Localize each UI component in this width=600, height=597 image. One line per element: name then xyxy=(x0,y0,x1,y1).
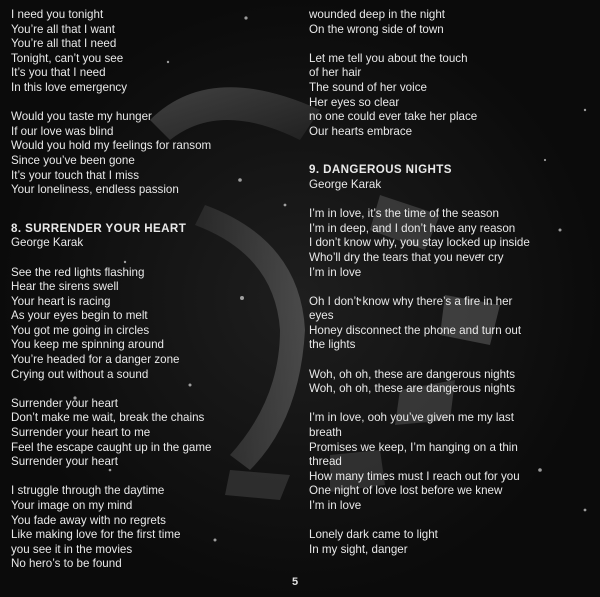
lyric-line: Tonight, can’t you see xyxy=(11,51,124,65)
lyric-line: On the wrong side of town xyxy=(309,22,444,36)
lyric-line: Your loneliness, endless passion xyxy=(11,183,179,197)
lyric-line: Who’ll dry the tears that you never cry xyxy=(309,250,504,264)
lyric-line: you see it in the movies xyxy=(11,542,133,556)
song-9-verse-1 xyxy=(309,207,594,280)
lyric-line: Like making love for the first time xyxy=(11,528,181,542)
lyric-line: It’s your touch that I miss xyxy=(11,168,140,182)
lyric-line: wounded deep in the night xyxy=(309,8,446,21)
song-9-verse-2 xyxy=(309,295,594,353)
lyric-line: I struggle through the daytime xyxy=(11,484,165,498)
song-title: 9. DANGEROUS NIGHTS xyxy=(309,163,452,177)
lyric-line: Her eyes so clear xyxy=(309,95,400,109)
left-verse-1 xyxy=(11,8,296,96)
lyric-line: Surrender your heart xyxy=(11,396,118,410)
left-verse-2 xyxy=(11,110,296,198)
right-verse-1 xyxy=(309,8,594,37)
lyric-line: breath xyxy=(309,426,342,440)
lyric-line: I’m in love xyxy=(309,265,362,279)
song-9-chorus xyxy=(309,368,594,397)
lyric-line: Oh I don’t know why there’s a fire in her xyxy=(309,294,513,308)
lyric-line: Crying out without a sound xyxy=(11,367,149,381)
lyric-line: Honey disconnect the phone and turn out xyxy=(309,323,522,337)
lyric-line: Promises we keep, I’m hanging on a thin xyxy=(309,440,518,454)
lyric-line: Our hearts embrace xyxy=(309,124,413,138)
lyric-line: I need you tonight xyxy=(11,8,104,21)
lyric-line: Woh, oh oh, these are dangerous nights xyxy=(309,382,516,396)
song-author: George Karak xyxy=(309,177,382,191)
lyric-line: the lights xyxy=(309,338,356,352)
song-9-verse-4 xyxy=(309,528,594,557)
lyric-line: Don’t make me wait, break the chains xyxy=(11,411,205,425)
lyric-line: Since you’ve been gone xyxy=(11,153,135,167)
lyric-line: Lonely dark came to light xyxy=(309,528,438,542)
lyric-line: You fade away with no regrets xyxy=(11,513,166,527)
lyric-line: Surrender your heart to me xyxy=(11,426,151,440)
song-9-verse-3 xyxy=(309,411,594,513)
lyric-line: Let me tell you about the touch xyxy=(309,51,468,65)
lyric-line: Your image on my mind xyxy=(11,499,133,512)
song-title: 8. SURRENDER YOUR HEART xyxy=(11,221,187,235)
page-number: 5 xyxy=(292,576,299,588)
song-8-verse-1 xyxy=(11,266,296,383)
left-column xyxy=(11,8,296,572)
lyric-line: no one could ever take her place xyxy=(309,110,478,124)
lyric-line: If our love was blind xyxy=(11,124,114,138)
lyric-line: Feel the escape caught up in the game xyxy=(11,440,212,454)
lyric-line: I’m in love, it’s the time of the season xyxy=(309,207,499,221)
lyric-line: You keep me spinning around xyxy=(11,338,164,352)
lyric-line: Woh, oh oh, these are dangerous nights xyxy=(309,367,516,381)
lyric-line: You got me going in circles xyxy=(11,323,150,337)
song-author: George Karak xyxy=(11,236,84,250)
lyric-line: See the red lights flashing xyxy=(11,265,145,279)
lyric-line: eyes xyxy=(309,309,334,323)
song-8-verse-2 xyxy=(11,484,296,572)
lyric-line: One night of love lost before we knew xyxy=(309,484,503,498)
lyric-line: Your heart is racing xyxy=(11,294,111,308)
lyric-line: In my sight, danger xyxy=(309,542,408,556)
lyric-line: I’m in love xyxy=(309,499,362,512)
lyric-line: Hear the sirens swell xyxy=(11,280,119,294)
lyric-line: As your eyes begin to melt xyxy=(11,309,148,323)
right-verse-2 xyxy=(309,52,594,140)
lyric-line: The sound of her voice xyxy=(309,80,427,94)
lyric-line: I’m in deep, and I don’t have any reason xyxy=(309,221,516,235)
lyric-line: thread xyxy=(309,455,342,469)
lyric-line: No hero’s to be found xyxy=(11,557,122,571)
lyric-line: I’m in love, ooh you’ve given me my last xyxy=(309,411,514,425)
lyric-line: Would you hold my feelings for ransom xyxy=(11,139,212,153)
right-column xyxy=(309,8,594,557)
lyric-line: Would you taste my hunger xyxy=(11,110,152,124)
lyric-line: It’s you that I need xyxy=(11,66,106,80)
song-8-chorus xyxy=(11,397,296,470)
lyric-line: In this love emergency xyxy=(11,80,127,94)
lyric-line: of her hair xyxy=(309,66,362,80)
lyric-line: Surrender your heart xyxy=(11,455,118,469)
lyric-line: How many times must I reach out for you xyxy=(309,469,520,483)
lyric-line: You’re all that I need xyxy=(11,37,117,51)
lyric-line: You’re all that I want xyxy=(11,22,115,36)
lyric-line: You’re headed for a danger zone xyxy=(11,353,180,367)
lyric-line: I don’t know why, you stay locked up inside xyxy=(309,236,530,250)
